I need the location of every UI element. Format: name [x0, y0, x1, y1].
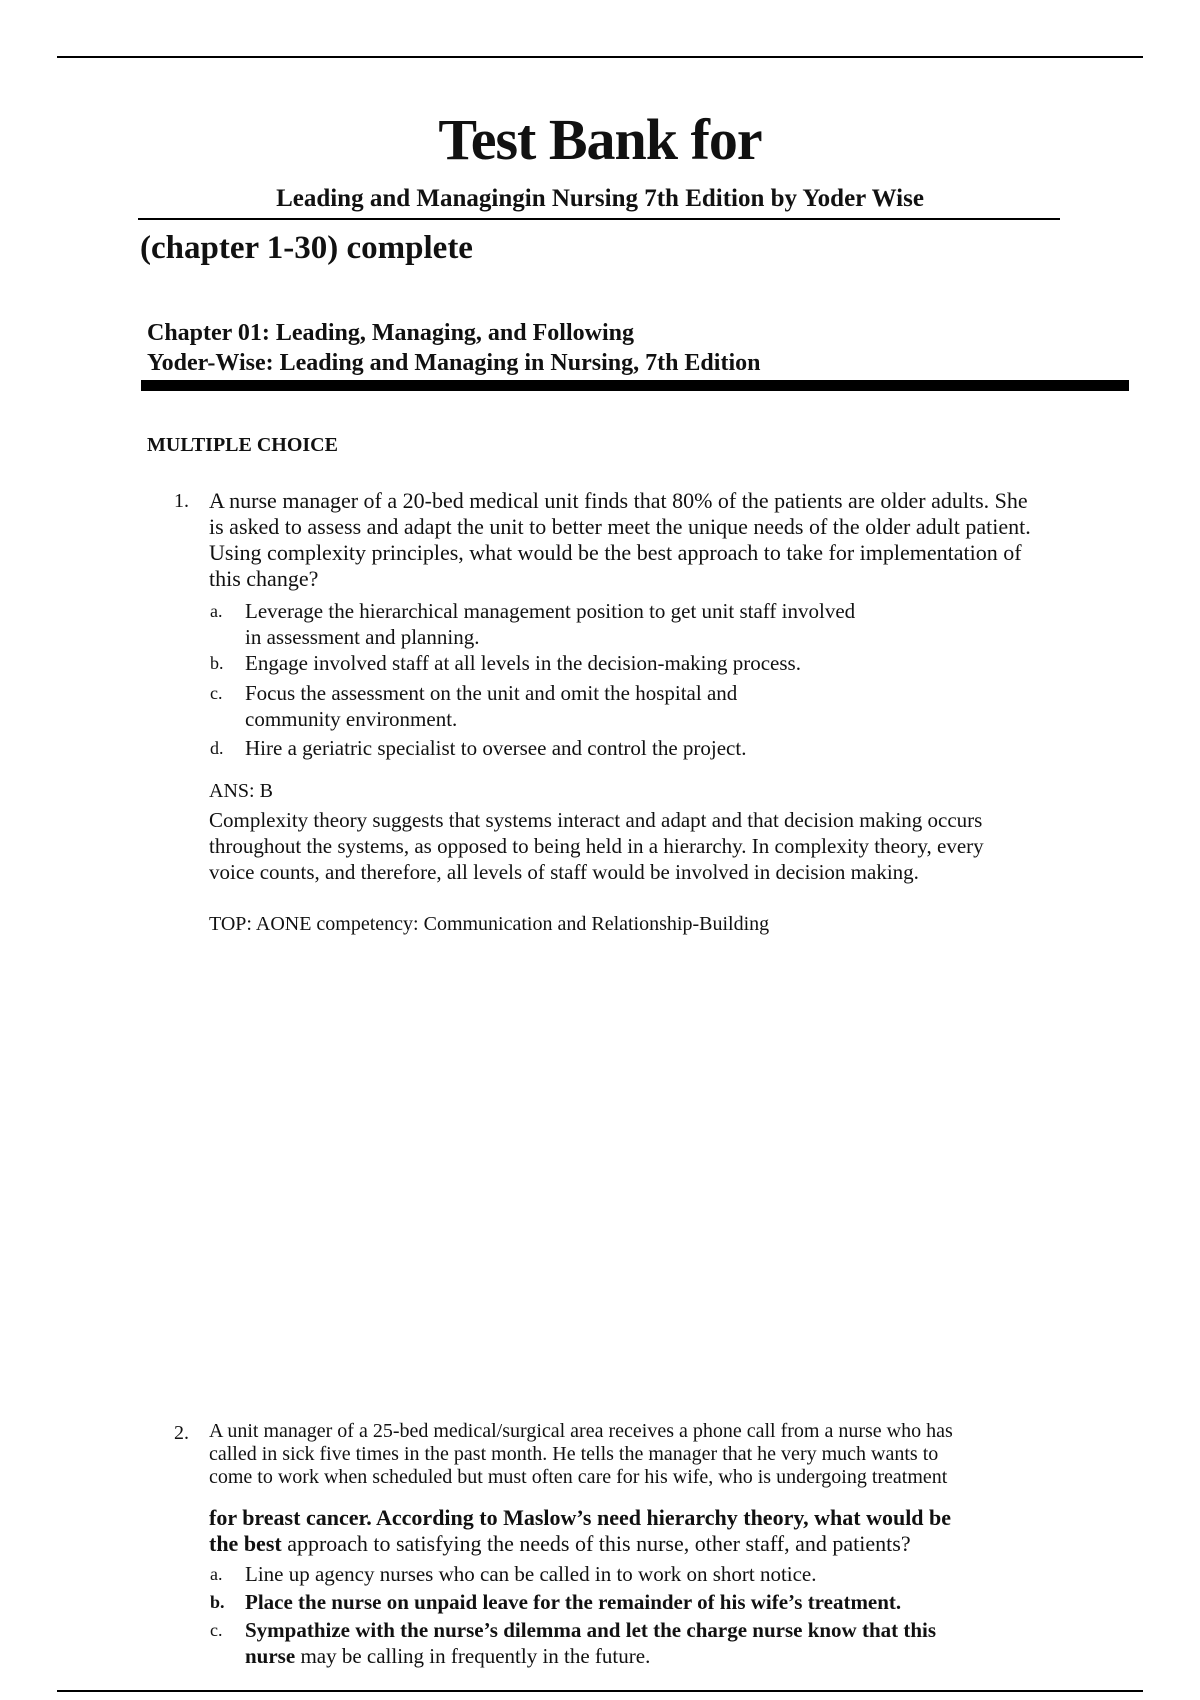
stem-text: approach to satisfying the needs of this nurse, other staff, and patients? [281, 1531, 911, 1556]
option-c [245, 1617, 936, 1669]
option-line: Hire a geriatric specialist to oversee and control the project. [245, 736, 747, 760]
option-line: Sympathize with the nurse’s dilemma and let the charge nurse know that this [245, 1618, 937, 1642]
bottom-rule [57, 1690, 1143, 1692]
question-stem [209, 1420, 1129, 1489]
option-d [245, 735, 746, 761]
option-a: Line up agency nurses who can be called in to work on short notice. [245, 1562, 817, 1586]
subtitle-underline [138, 218, 1060, 220]
option-bold-text: nurse [245, 1644, 296, 1668]
topic-tag: TOP: AONE competency: Communication and Relationship-Building [209, 913, 770, 935]
top-rule [57, 56, 1143, 58]
section-heading: MULTIPLE CHOICE [147, 434, 338, 456]
option-line: Leverage the hierarchical management position to get unit staff involved [245, 599, 856, 623]
option-b: Place the nurse on unpaid leave for the remainder of his wife’s treatment. [245, 1590, 902, 1614]
rationale-line: throughout the systems, as opposed to being held in a hierarchy. In complexity theory, every [209, 834, 984, 858]
option-letter: d. [210, 738, 224, 758]
answer-key: ANS: B [209, 780, 273, 802]
stem-line: this change? [209, 566, 319, 591]
stem-line: called in sick five times in the past month. He tells the manager that he very much wants to [209, 1443, 939, 1465]
option-letter: b. [210, 653, 224, 673]
option-line: Focus the assessment on the unit and omit the hospital and [245, 681, 738, 705]
page-title: Test Bank for [438, 107, 762, 172]
stem-line: A nurse manager of a 20-bed medical unit finds that 80% of the patients are older adults. She [209, 488, 1028, 513]
option-letter: a. [210, 601, 223, 621]
chapter-divider [141, 380, 1129, 391]
option-a [245, 598, 855, 650]
stem-line: Using complexity principles, what would be the best approach to take for implementation of [209, 540, 1022, 565]
option-line: Engage involved staff at all levels in the decision-making process. [245, 651, 801, 675]
chapter-range: (chapter 1-30) complete [140, 230, 473, 266]
stem-line: A unit manager of a 25-bed medical/surgical area receives a phone call from a nurse who has [209, 1420, 953, 1442]
question-number: 2. [174, 1422, 189, 1444]
option-text: may be calling in frequently in the future. [295, 1644, 651, 1668]
stem-bold-text: the best [209, 1531, 282, 1556]
option-letter: a. [210, 1564, 223, 1584]
book-subtitle: Leading and Managingin Nursing 7th Edition by Yoder Wise [276, 185, 924, 212]
option-line [245, 1643, 936, 1669]
option-c [245, 680, 737, 732]
question-stem-continued [209, 1505, 1129, 1557]
stem-line: come to work when scheduled but must often care for his wife, who is undergoing treatment [209, 1466, 948, 1488]
option-b [245, 650, 801, 676]
chapter-title: Chapter 01: Leading, Managing, and Following [147, 320, 634, 346]
question-number: 1. [174, 490, 189, 512]
stem-bold-text: for breast cancer. According to Maslow’s need hierarchy theory, what would be [209, 1505, 952, 1530]
option-letter: c. [210, 683, 223, 703]
stem-line [209, 1531, 1129, 1557]
stem-line: is asked to assess and adapt the unit to better meet the unique needs of the older adult patient. [209, 514, 1031, 539]
rationale-line: Complexity theory suggests that systems interact and adapt and that decision making occurs [209, 808, 983, 832]
option-line: in assessment and planning. [245, 625, 480, 649]
question-stem [209, 488, 1129, 592]
rationale-line: voice counts, and therefore, all levels of staff would be involved in decision making. [209, 860, 919, 884]
stem-line [209, 1505, 1129, 1531]
option-letter: c. [210, 1620, 223, 1640]
chapter-book-reference: Yoder-Wise: Leading and Managing in Nursing, 7th Edition [147, 350, 761, 376]
option-line: community environment. [245, 707, 458, 731]
answer-rationale [209, 807, 1129, 885]
option-letter: b. [210, 1592, 225, 1612]
